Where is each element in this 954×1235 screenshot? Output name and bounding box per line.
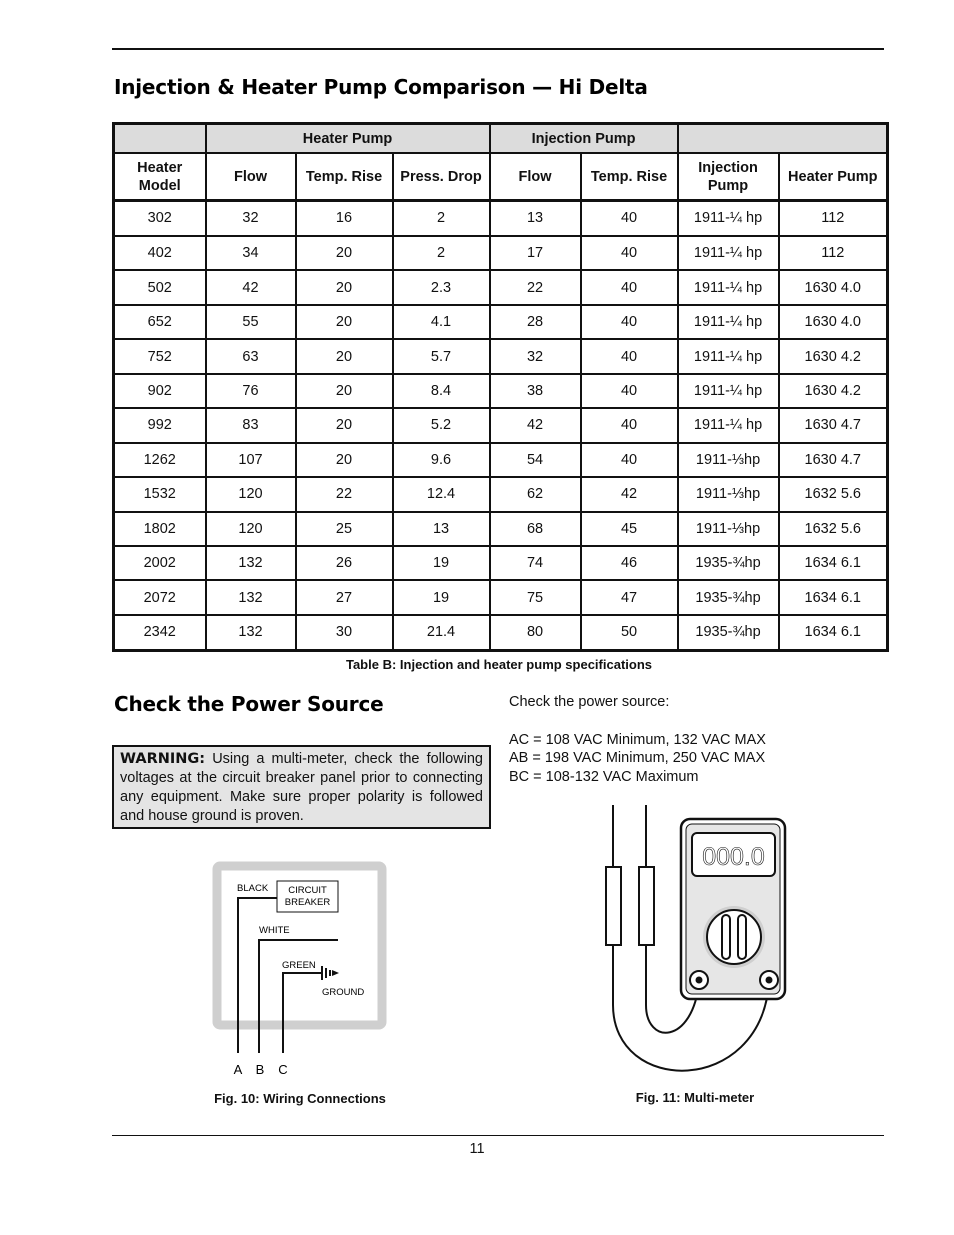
table-row: [114, 580, 888, 614]
power-gap: [509, 712, 839, 731]
multimeter-diagram: [600, 805, 790, 1085]
cell-heater-model: 1532: [114, 477, 206, 511]
cell-heater-flow: 120: [206, 512, 296, 546]
selector-dial-icon: [703, 906, 765, 968]
cell-press-drop: 2.3: [393, 270, 490, 304]
cell-heater-temp-rise: 22: [296, 477, 393, 511]
table-row: [114, 236, 888, 270]
cell-injection-pump: 1935-¾hp: [678, 615, 779, 651]
cell-heater-pump: 1634 6.1: [779, 580, 888, 614]
cell-injection-temp-rise: 40: [581, 236, 678, 270]
label-breaker: BREAKER: [284, 897, 331, 908]
table-body: [114, 201, 888, 651]
label-black: BLACK: [237, 883, 269, 894]
cell-heater-model: 502: [114, 270, 206, 304]
table-row: [114, 615, 888, 651]
power-line-ab: AB = 198 VAC Minimum, 250 VAC MAX: [509, 750, 766, 766]
cell-injection-pump: 1935-¾hp: [678, 580, 779, 614]
cell-heater-flow: 63: [206, 339, 296, 373]
cell-heater-pump: 1630 4.7: [779, 408, 888, 442]
cell-injection-temp-rise: 40: [581, 374, 678, 408]
cell-heater-flow: 76: [206, 374, 296, 408]
cell-injection-pump: 1911-¼ hp: [678, 408, 779, 442]
cell-heater-flow: 107: [206, 443, 296, 477]
cell-heater-model: 2342: [114, 615, 206, 651]
cell-heater-temp-rise: 30: [296, 615, 393, 651]
cell-press-drop: 5.7: [393, 339, 490, 373]
cell-injection-temp-rise: 45: [581, 512, 678, 546]
cell-injection-flow: 74: [490, 546, 581, 580]
cell-injection-pump: 1911-¼ hp: [678, 201, 779, 236]
table-column-header-row: [114, 153, 888, 201]
cell-injection-pump: 1911-¼ hp: [678, 374, 779, 408]
table-row: [114, 201, 888, 236]
probe-left: [606, 867, 621, 945]
cell-press-drop: 21.4: [393, 615, 490, 651]
cell-press-drop: 2: [393, 236, 490, 270]
warning-text: Using a multi-meter, check the following voltages at the circuit breaker panel prior to connecting any equipment. Make sure proper polarity is followed and house ground is proven.: [120, 751, 483, 824]
cell-injection-flow: 38: [490, 374, 581, 408]
cell-heater-pump: 1630 4.0: [779, 305, 888, 339]
cell-heater-temp-rise: 20: [296, 236, 393, 270]
cell-heater-flow: 132: [206, 546, 296, 580]
table-row: [114, 546, 888, 580]
col-header-injection-temp-rise: Temp. Rise: [581, 153, 678, 201]
cell-heater-pump: 112: [779, 236, 888, 270]
cell-press-drop: 12.4: [393, 477, 490, 511]
cell-injection-temp-rise: 46: [581, 546, 678, 580]
label-c: C: [278, 1062, 288, 1077]
cell-injection-temp-rise: 50: [581, 615, 678, 651]
cell-heater-model: 1802: [114, 512, 206, 546]
cell-injection-flow: 22: [490, 270, 581, 304]
label-ground: GROUND: [322, 987, 365, 998]
cell-injection-pump: 1911-¼ hp: [678, 305, 779, 339]
table-row: [114, 512, 888, 546]
cell-heater-model: 652: [114, 305, 206, 339]
cell-press-drop: 19: [393, 580, 490, 614]
cell-heater-temp-rise: 25: [296, 512, 393, 546]
cell-heater-temp-rise: 16: [296, 201, 393, 236]
page-title: Injection & Heater Pump Comparison — Hi Delta: [114, 75, 648, 99]
warning-box: [112, 745, 491, 829]
cell-heater-temp-rise: 20: [296, 374, 393, 408]
label-white: WHITE: [259, 925, 290, 936]
cell-injection-temp-rise: 40: [581, 270, 678, 304]
cell-heater-flow: 132: [206, 615, 296, 651]
label-green: GREEN: [282, 960, 316, 971]
cell-heater-flow: 120: [206, 477, 296, 511]
cell-heater-pump: 1634 6.1: [779, 615, 888, 651]
cell-injection-flow: 32: [490, 339, 581, 373]
cell-injection-temp-rise: 47: [581, 580, 678, 614]
warning-label: WARNING:: [120, 751, 206, 767]
col-header-injection-pump: Injection Pump: [678, 153, 779, 201]
cell-heater-model: 2072: [114, 580, 206, 614]
label-circuit: CIRCUIT: [288, 885, 327, 896]
table-row: [114, 374, 888, 408]
table-group-header-row: [114, 124, 888, 154]
cell-heater-temp-rise: 20: [296, 339, 393, 373]
pump-spec-table: [112, 122, 889, 652]
cell-heater-model: 2002: [114, 546, 206, 580]
cell-heater-model: 1262: [114, 443, 206, 477]
page-number: 11: [469, 1141, 485, 1157]
cell-injection-temp-rise: 40: [581, 305, 678, 339]
jack-right-icon: [760, 971, 778, 989]
cell-injection-flow: 42: [490, 408, 581, 442]
col-header-injection-flow: Flow: [490, 153, 581, 201]
table-row: [114, 339, 888, 373]
cell-heater-pump: 1630 4.2: [779, 374, 888, 408]
table-row: [114, 270, 888, 304]
group-header-blank-right: [678, 124, 888, 154]
cell-press-drop: 5.2: [393, 408, 490, 442]
cell-press-drop: 19: [393, 546, 490, 580]
power-source-text: [509, 693, 839, 786]
cell-injection-flow: 13: [490, 201, 581, 236]
probe-right: [639, 867, 654, 945]
cell-heater-temp-rise: 20: [296, 443, 393, 477]
cell-heater-model: 302: [114, 201, 206, 236]
fig11-caption: Fig. 11: Multi-meter: [635, 1090, 755, 1105]
cell-heater-pump: 112: [779, 201, 888, 236]
cell-heater-flow: 55: [206, 305, 296, 339]
cell-heater-flow: 34: [206, 236, 296, 270]
group-header-injection-pump: Injection Pump: [490, 124, 678, 154]
cell-injection-temp-rise: 40: [581, 443, 678, 477]
cell-heater-temp-rise: 27: [296, 580, 393, 614]
cell-heater-temp-rise: 26: [296, 546, 393, 580]
cell-injection-pump: 1911-⅓hp: [678, 477, 779, 511]
cell-press-drop: 2: [393, 201, 490, 236]
col-header-heater-pump: Heater Pump: [779, 153, 888, 201]
cell-press-drop: 9.6: [393, 443, 490, 477]
table-row: [114, 408, 888, 442]
cell-heater-model: 992: [114, 408, 206, 442]
cell-heater-pump: 1630 4.2: [779, 339, 888, 373]
label-b: B: [255, 1062, 265, 1077]
cell-injection-pump: 1935-¾hp: [678, 546, 779, 580]
cell-heater-pump: 1634 6.1: [779, 546, 888, 580]
cell-injection-temp-rise: 40: [581, 339, 678, 373]
table-row: [114, 305, 888, 339]
cell-injection-temp-rise: 40: [581, 201, 678, 236]
power-line-bc: BC = 108-132 VAC Maximum: [509, 768, 699, 785]
table-row: [114, 443, 888, 477]
cell-injection-flow: 62: [490, 477, 581, 511]
col-header-heater-model: Heater Model: [114, 153, 206, 201]
cell-heater-flow: 83: [206, 408, 296, 442]
section-title: Check the Power Source: [114, 692, 384, 716]
cell-heater-flow: 42: [206, 270, 296, 304]
cell-injection-temp-rise: 40: [581, 408, 678, 442]
cell-press-drop: 4.1: [393, 305, 490, 339]
cell-heater-pump: 1630 4.7: [779, 443, 888, 477]
col-header-heater-temp-rise: Temp. Rise: [296, 153, 393, 201]
fig10-caption: Fig. 10: Wiring Connections: [214, 1091, 386, 1106]
table-row: [114, 477, 888, 511]
cell-injection-flow: 28: [490, 305, 581, 339]
cell-injection-pump: 1911-⅓hp: [678, 512, 779, 546]
cell-heater-temp-rise: 20: [296, 270, 393, 304]
cell-heater-pump: 1632 5.6: [779, 512, 888, 546]
jack-left-icon: [690, 971, 708, 989]
cell-heater-flow: 132: [206, 580, 296, 614]
cell-press-drop: 13: [393, 512, 490, 546]
top-rule: [112, 48, 884, 50]
cell-press-drop: 8.4: [393, 374, 490, 408]
cell-injection-pump: 1911-⅓hp: [678, 443, 779, 477]
cell-injection-flow: 68: [490, 512, 581, 546]
cell-heater-pump: 1630 4.0: [779, 270, 888, 304]
label-a: A: [233, 1062, 243, 1077]
cell-heater-model: 402: [114, 236, 206, 270]
col-header-press-drop: Press. Drop: [393, 153, 490, 201]
cell-injection-flow: 54: [490, 443, 581, 477]
group-header-blank: [114, 124, 206, 154]
cell-injection-flow: 75: [490, 580, 581, 614]
table-caption: Table B: Injection and heater pump specifications: [345, 657, 653, 672]
cell-heater-temp-rise: 20: [296, 305, 393, 339]
cell-heater-model: 752: [114, 339, 206, 373]
col-header-heater-flow: Flow: [206, 153, 296, 201]
group-header-heater-pump: Heater Pump: [206, 124, 490, 154]
cell-injection-temp-rise: 42: [581, 477, 678, 511]
bottom-rule: [112, 1135, 884, 1136]
cell-heater-pump: 1632 5.6: [779, 477, 888, 511]
cell-heater-flow: 32: [206, 201, 296, 236]
cell-injection-flow: 80: [490, 615, 581, 651]
meter-display-reading: 000.0: [702, 843, 765, 871]
cell-injection-pump: 1911-¼ hp: [678, 270, 779, 304]
cell-injection-pump: 1911-¼ hp: [678, 236, 779, 270]
cell-injection-flow: 17: [490, 236, 581, 270]
cell-heater-temp-rise: 20: [296, 408, 393, 442]
wiring-diagram: [205, 860, 395, 1085]
cell-injection-pump: 1911-¼ hp: [678, 339, 779, 373]
cell-heater-model: 902: [114, 374, 206, 408]
power-intro: Check the power source:: [509, 694, 670, 710]
power-line-ac: AC = 108 VAC Minimum, 132 VAC MAX: [509, 731, 766, 748]
